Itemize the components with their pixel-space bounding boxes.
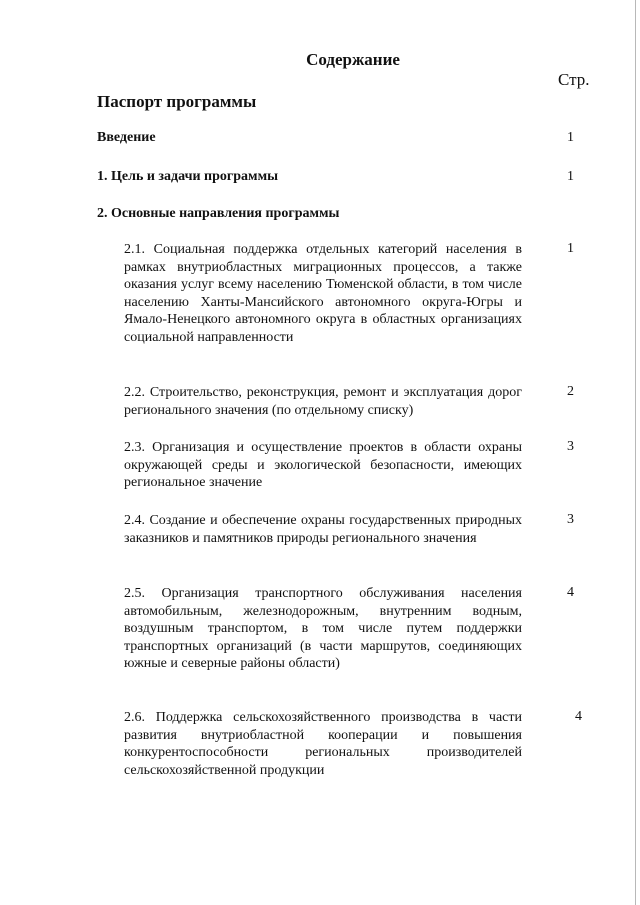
toc-subsection-2-4: 2.4. Создание и обеспечение охраны государственных природных заказников и памятников природы регионального значения <box>124 513 522 546</box>
toc-page-number: 1 <box>567 241 574 256</box>
toc-subsection-2-2: 2.2. Строительство, реконструкция, ремонт и эксплуатация дорог регионального значения (по отдельному списку) <box>124 385 522 418</box>
toc-page-number: 3 <box>567 512 574 527</box>
toc-page-number: 1 <box>567 130 574 145</box>
toc-page-number: 3 <box>567 439 574 454</box>
toc-subsection-2-1: 2.1. Социальная поддержка отдельных категорий населения в рамках внутриобластных миграционных процессов, а также оказания услуг всему населению Тюменской области, в том числе населению Ханты-Мансийского автономного округа-Югры и Ямало-Ненецкого автономного округа в областных организациях социальной направленности <box>124 242 522 345</box>
toc-section-intro: Введение <box>97 130 156 145</box>
toc-section-goals: 1. Цель и задачи программы <box>97 169 279 184</box>
toc-page-number: 1 <box>567 169 574 184</box>
page-column-label: Стр. <box>558 70 590 89</box>
toc-subsection-2-3: 2.3. Организация и осуществление проектов в области охраны окружающей среды и экологической безопасности, имеющих региональное значение <box>124 440 522 490</box>
toc-page-number: 2 <box>567 384 574 399</box>
toc-page-number: 4 <box>575 709 582 724</box>
toc-subsection-2-6: 2.6. Поддержка сельскохозяйственного производства в части развития внутриобластной кооперации и повышения конкурентоспособности региональных производителей сельскохозяйственной продукции <box>124 710 522 778</box>
page-title: Содержание <box>306 50 400 69</box>
passport-heading: Паспорт программы <box>97 92 257 111</box>
page-edge <box>635 0 636 905</box>
toc-page-number: 4 <box>567 585 574 600</box>
toc-section-directions: 2. Основные направления программы <box>97 206 340 221</box>
toc-subsection-2-5: 2.5. Организация транспортного обслуживания населения автомобильным, железнодорожным, внутренним водным, воздушным транспортом, в том числе путем поддержки транспортных организаций (в части маршрутов, соединяющих южные и северные районы области) <box>124 586 522 671</box>
